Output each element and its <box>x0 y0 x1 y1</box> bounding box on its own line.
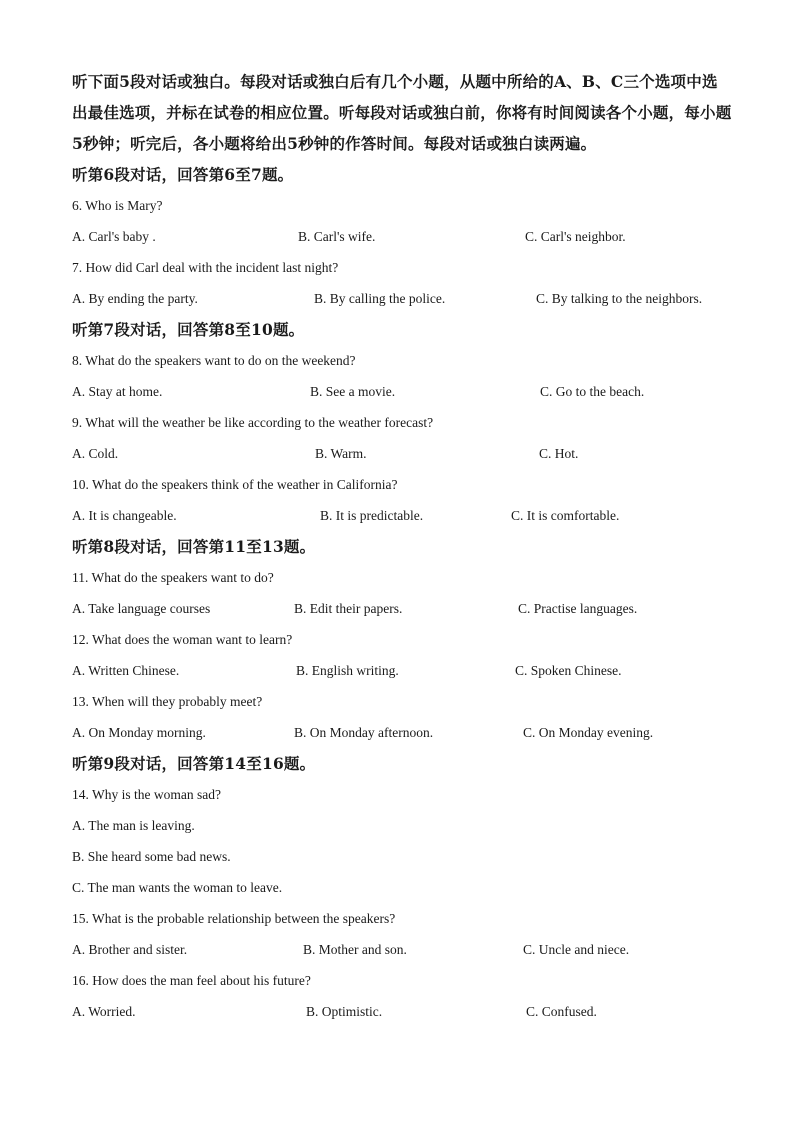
question-stem: 9. What will the weather be like according to the weather forecast? <box>72 415 434 430</box>
option-b[interactable]: B. Optimistic. <box>306 1004 383 1019</box>
question-stem: 16. How does the man feel about his future? <box>72 973 311 988</box>
option-a[interactable]: A. It is changeable. <box>72 508 177 523</box>
option-b[interactable]: B. It is predictable. <box>320 508 424 523</box>
option-b[interactable]: B. She heard some bad news. <box>72 849 231 864</box>
option-c[interactable]: C. The man wants the woman to leave. <box>72 880 283 895</box>
option-a[interactable]: A. Cold. <box>72 446 119 461</box>
section-header: 听第9段对话，回答第14至16题。 <box>72 754 316 773</box>
option-a[interactable]: A. Carl's baby . <box>72 229 156 244</box>
option-a[interactable]: A. Worried. <box>72 1004 136 1019</box>
option-b[interactable]: B. On Monday afternoon. <box>294 725 434 740</box>
exam-page <box>72 66 732 1027</box>
question-stem: 14. Why is the woman sad? <box>72 787 221 802</box>
option-a[interactable]: A. On Monday morning. <box>72 725 206 740</box>
question-stem: 6. Who is Mary? <box>72 198 163 213</box>
section-header: 听第8段对话，回答第11至13题。 <box>72 537 316 556</box>
option-b[interactable]: B. Mother and son. <box>303 942 407 957</box>
question-stem: 13. When will they probably meet? <box>72 694 263 709</box>
option-b[interactable]: B. Warm. <box>315 446 367 461</box>
options-row <box>72 376 732 407</box>
option-b[interactable]: B. Edit their papers. <box>294 601 403 616</box>
option-a[interactable]: A. Brother and sister. <box>72 942 188 957</box>
instructions-paragraph: 听下面5段对话或独白。每段对话或独白后有几个小题，从题中所给的A、B、C三个选项中选出最佳选项，并标在试卷的相应位置。听每段对话或独白前，你将有时间阅读各个小题，每小题5秒钟；听完后，各小题将给出5秒钟的作答时间。每段对话或独白读两遍。 <box>72 72 732 153</box>
option-c[interactable]: C. On Monday evening. <box>523 725 654 740</box>
option-a[interactable]: A. Take language courses <box>72 601 211 616</box>
option-a[interactable]: A. The man is leaving. <box>72 818 195 833</box>
section-header: 听第7段对话，回答第8至10题。 <box>72 320 305 339</box>
options-row <box>72 717 732 748</box>
option-c[interactable]: C. Uncle and niece. <box>523 942 630 957</box>
option-a[interactable]: A. Written Chinese. <box>72 663 180 678</box>
option-a[interactable]: A. Stay at home. <box>72 384 163 399</box>
option-b[interactable]: B. By calling the police. <box>314 291 446 306</box>
options-row <box>72 221 732 252</box>
option-c[interactable]: C. Hot. <box>539 446 579 461</box>
options-row <box>72 655 732 686</box>
option-b[interactable]: B. English writing. <box>296 663 399 678</box>
option-c[interactable]: C. Go to the beach. <box>540 384 645 399</box>
option-b[interactable]: B. See a movie. <box>310 384 396 399</box>
option-c[interactable]: C. By talking to the neighbors. <box>536 291 703 306</box>
question-stem: 8. What do the speakers want to do on the weekend? <box>72 353 356 368</box>
option-c[interactable]: C. Confused. <box>526 1004 597 1019</box>
question-stem: 7. How did Carl deal with the incident last night? <box>72 260 339 275</box>
options-row <box>72 996 732 1027</box>
question-stem: 15. What is the probable relationship between the speakers? <box>72 911 396 926</box>
options-row <box>72 283 732 314</box>
option-c[interactable]: C. Carl's neighbor. <box>525 229 626 244</box>
options-row <box>72 593 732 624</box>
option-a[interactable]: A. By ending the party. <box>72 291 198 306</box>
options-row <box>72 438 732 469</box>
option-b[interactable]: B. Carl's wife. <box>298 229 376 244</box>
option-c[interactable]: C. It is comfortable. <box>511 508 620 523</box>
options-row <box>72 934 732 965</box>
options-row <box>72 500 732 531</box>
option-c[interactable]: C. Practise languages. <box>518 601 638 616</box>
question-stem: 11. What do the speakers want to do? <box>72 570 274 585</box>
question-stem: 10. What do the speakers think of the weather in California? <box>72 477 398 492</box>
question-stem: 12. What does the woman want to learn? <box>72 632 293 647</box>
option-c[interactable]: C. Spoken Chinese. <box>515 663 622 678</box>
section-header: 听第6段对话，回答第6至7题。 <box>72 165 294 184</box>
